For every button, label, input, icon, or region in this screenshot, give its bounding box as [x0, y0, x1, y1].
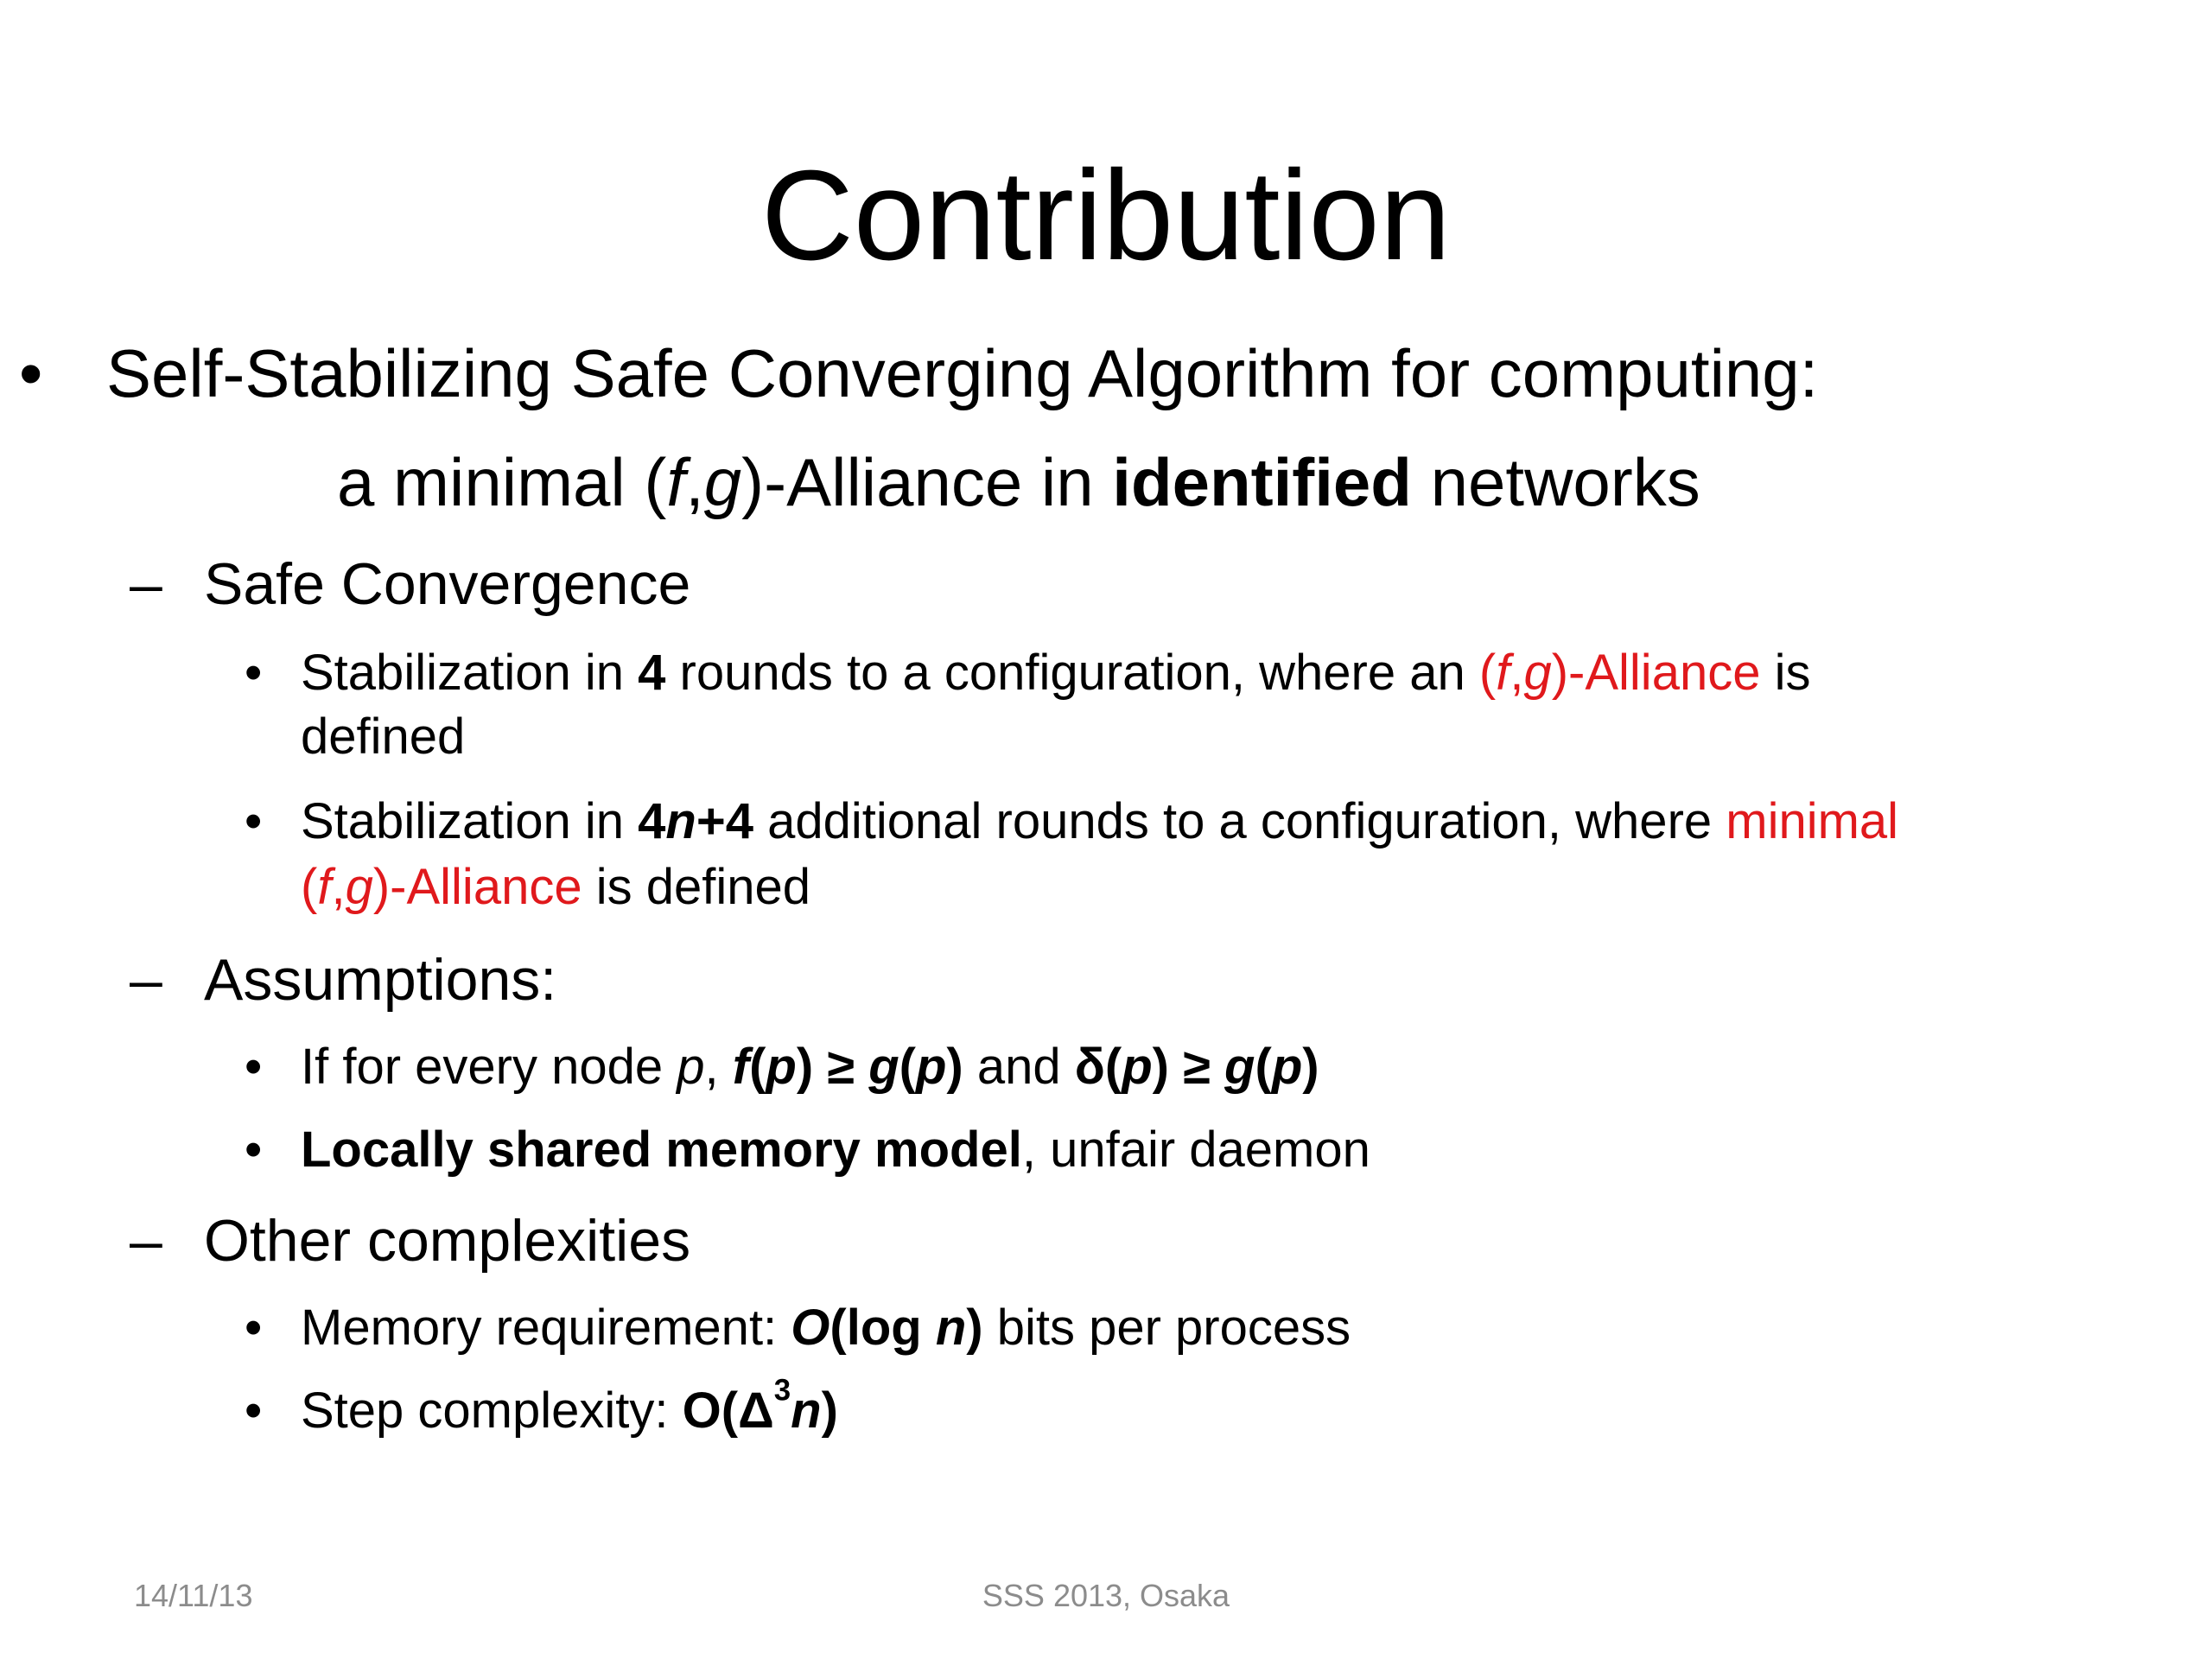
complexities-item1-b: bits per process: [982, 1300, 1351, 1356]
assumptions-item1-f: f: [732, 1039, 750, 1095]
assumptions-heading: Assumptions:: [204, 947, 557, 1013]
assumptions-item2: [301, 1118, 1370, 1182]
complexities-item1-close: ): [966, 1300, 983, 1356]
main-sub-f: f: [666, 444, 686, 520]
footer-date: 14/11/13: [134, 1578, 253, 1613]
safe-item2-red-g: g: [345, 859, 373, 915]
safe-item2-red-comma: ,: [331, 859, 346, 915]
safe-item1-a: Stabilization in: [301, 645, 639, 701]
main-point-subline: [337, 441, 1700, 524]
assumptions-item2-bold: Locally shared memory model: [301, 1122, 1022, 1178]
complexities-item1-bullet-icon: •: [245, 1300, 263, 1356]
assumptions-item1-close2: ): [946, 1039, 963, 1095]
assumptions-item1-p4: p: [1271, 1039, 1303, 1095]
safe-item1-b: rounds to a configuration, where an: [665, 645, 1479, 701]
safe-item1-red-open: (: [1478, 645, 1497, 701]
safe-item2-red-f: f: [317, 859, 332, 915]
assumptions-item1-delta-expr: [1075, 1039, 1319, 1095]
main-sub-c: networks: [1411, 444, 1700, 520]
slide-title: Contribution: [760, 144, 1452, 287]
complexities-item2-bullet-icon: •: [245, 1382, 263, 1439]
main-sub-identified: identified: [1112, 444, 1412, 520]
assumptions-item1-open4: (: [1255, 1039, 1272, 1095]
footer-venue: SSS 2013, Osaka: [982, 1578, 1230, 1613]
safe-item2-c: is defined: [582, 859, 810, 915]
safe-item2-red-open: (: [301, 859, 318, 915]
complexities-heading: Other complexities: [204, 1208, 691, 1274]
complexities-item1-bigo: [791, 1300, 982, 1356]
safe-item2-bullet-icon: •: [245, 793, 263, 849]
complexities-item2: [301, 1373, 838, 1443]
complexities-item2-a: Step complexity:: [301, 1382, 683, 1439]
safe-item2-bold-4: 4: [638, 793, 666, 849]
safe-convergence-heading: Safe Convergence: [204, 551, 691, 617]
safe-item2-bold-n: n: [665, 793, 696, 849]
assumptions-item1-g2: g: [1224, 1039, 1255, 1095]
safe-item1-continuation: defined: [301, 709, 466, 765]
assumptions-item1-p3: p: [1122, 1039, 1153, 1095]
assumptions-item1-close3: ) ≥: [1152, 1039, 1225, 1095]
safe-item1-red-g: g: [1523, 645, 1552, 701]
safe-item2-red-minimal: minimal: [1726, 793, 1899, 849]
main-sub-g: g: [703, 444, 742, 520]
assumptions-item1-close1: ) ≥: [796, 1039, 869, 1095]
assumptions-item1-p2: p: [915, 1039, 947, 1095]
complexities-dash-icon: –: [130, 1208, 162, 1274]
assumptions-item1-and: and: [963, 1039, 1075, 1095]
safe-item2-alliance: [301, 859, 582, 915]
assumptions-item1-a: If for every node: [301, 1039, 677, 1095]
complexities-item1-a: Memory requirement:: [301, 1300, 791, 1356]
safe-item1-red-comma: ,: [1510, 645, 1524, 701]
assumptions-item1-bullet-icon: •: [245, 1039, 263, 1095]
main-sub-a: a minimal (: [337, 444, 667, 520]
assumptions-item1-g1: g: [868, 1039, 899, 1095]
assumptions-item1-f-expr: [733, 1039, 963, 1095]
safe-item1-c: is: [1760, 645, 1811, 701]
assumptions-item1-delta: δ(: [1074, 1039, 1122, 1095]
complexities-item2-bigo: [682, 1373, 838, 1439]
main-sub-comma: ,: [685, 444, 704, 520]
complexities-item2-O: O(Δ: [682, 1382, 774, 1439]
assumptions-item1-p: p: [677, 1039, 705, 1095]
main-sub-b: )-Alliance in: [741, 444, 1113, 520]
safe-item2-a: Stabilization in: [301, 793, 639, 849]
assumptions-dash-icon: –: [130, 947, 162, 1013]
assumptions-item1-comma: ,: [704, 1039, 733, 1095]
safe-item2: [301, 790, 1898, 854]
safe-item2-red-close: )-Alliance: [372, 859, 582, 915]
safe-item1-red-close: )-Alliance: [1551, 645, 1761, 701]
main-point-text: Self-Stabilizing Safe Converging Algorithm for computing:: [106, 335, 1819, 411]
complexities-item1-O: O: [791, 1300, 830, 1356]
assumptions-item2-rest: , unfair daemon: [1021, 1122, 1370, 1178]
assumptions-item1-close4: ): [1302, 1039, 1319, 1095]
assumptions-item2-bullet-icon: •: [245, 1122, 263, 1178]
safe-item1-alliance: [1479, 645, 1761, 701]
complexities-item1: [301, 1296, 1351, 1360]
complexities-item2-sup: 3: [773, 1373, 791, 1408]
complexities-item2-n: n: [791, 1382, 822, 1439]
main-point: [106, 332, 1818, 415]
safe-item2-b: additional rounds to a configuration, where: [753, 793, 1726, 849]
safe-item1-bullet-icon: •: [245, 645, 263, 701]
main-bullet-icon: •: [19, 335, 43, 411]
safe-item2-continuation: [301, 855, 810, 919]
assumptions-item1-open2: (: [899, 1039, 916, 1095]
safe-item2-bold-plus: +4: [696, 793, 753, 849]
complexities-item1-n: n: [935, 1300, 967, 1356]
safe-item1-red-f: f: [1496, 645, 1510, 701]
safe-dash-icon: –: [130, 551, 162, 617]
safe-item1-bold: 4: [638, 645, 666, 701]
assumptions-item1-p1: p: [766, 1039, 797, 1095]
safe-item2-bold: [638, 793, 753, 849]
assumptions-item1-open1: (: [749, 1039, 766, 1095]
complexities-item1-log: (log: [830, 1300, 936, 1356]
assumptions-item1: [301, 1035, 1319, 1099]
complexities-item2-close: ): [821, 1382, 838, 1439]
safe-item1: [301, 641, 1810, 705]
